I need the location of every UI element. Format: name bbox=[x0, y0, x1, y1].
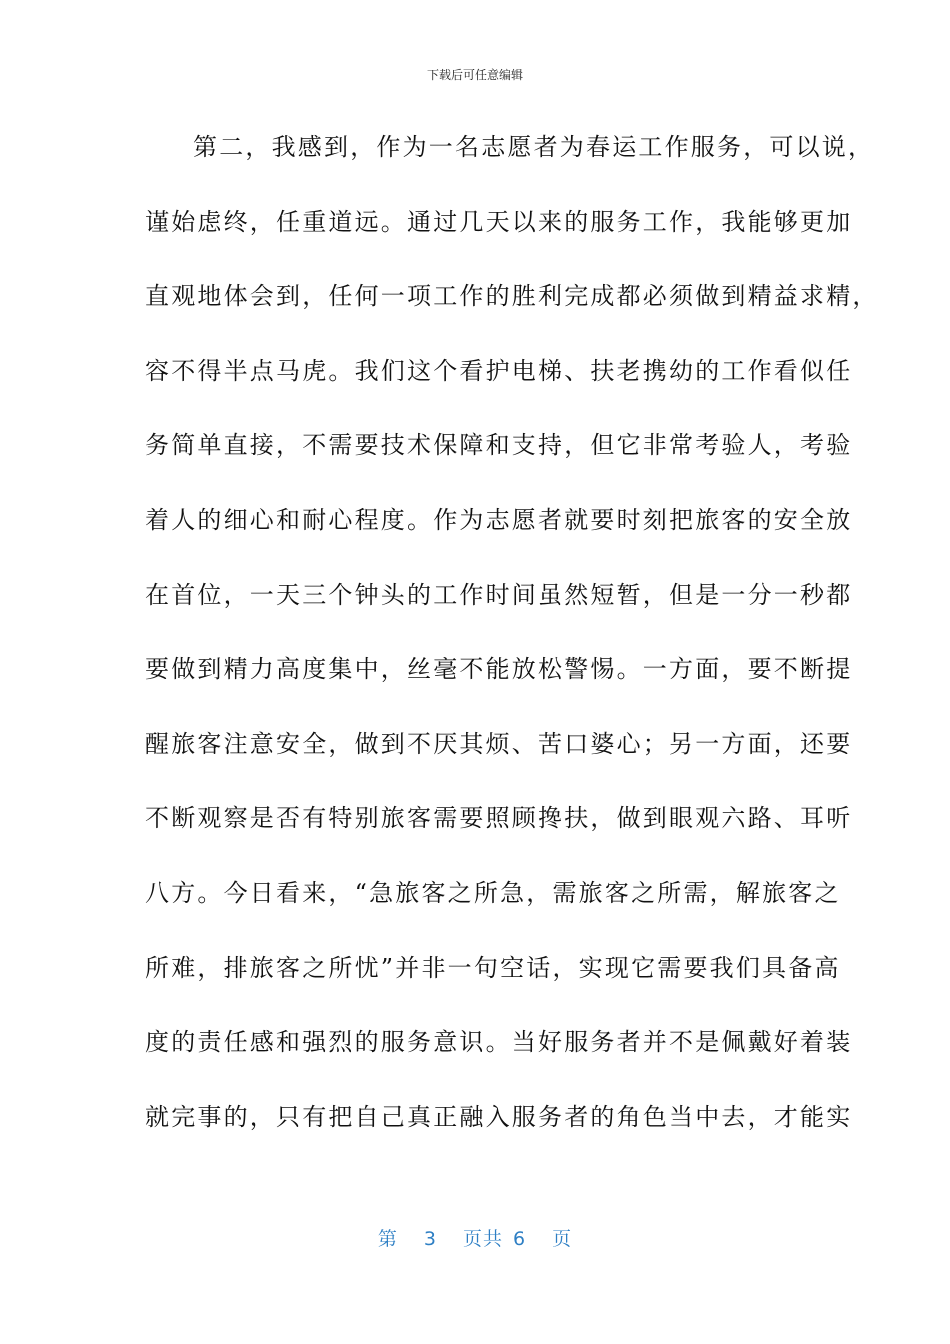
page-number-footer bbox=[0, 1224, 950, 1251]
paragraph-line-12: 所难，排旅客之所忧”并非一句空话，实现它需要我们具备高 bbox=[145, 953, 841, 982]
paragraph-line-9: 醒旅客注意安全，做到不厌其烦、苦口婆心；另一方面，还要 bbox=[145, 729, 853, 758]
paragraph-line-5: 务简单直接，不需要技术保障和支持，但它非常考验人，考验 bbox=[145, 431, 853, 460]
paragraph-line-13: 度的责任感和强烈的服务意识。当好服务者并不是佩戴好着装 bbox=[145, 1028, 853, 1057]
paragraph-line-14: 就完事的，只有把自己真正融入服务者的角色当中去，才能实 bbox=[145, 1102, 853, 1131]
paragraph-line-4: 容不得半点马虎。我们这个看护电梯、扶老携幼的工作看似任 bbox=[145, 356, 853, 385]
paragraph-line-8: 要做到精力高度集中，丝毫不能放松警惕。一方面，要不断提 bbox=[145, 655, 853, 684]
paragraph-line-1: 第二，我感到，作为一名志愿者为春运工作服务，可以说， bbox=[193, 133, 875, 161]
paragraph-line-6: 着人的细心和耐心程度。作为志愿者就要时刻把旅客的安全放 bbox=[145, 505, 853, 534]
document-body bbox=[145, 128, 879, 1172]
header-note: 下载后可任意编辑 bbox=[426, 68, 523, 82]
paragraph-line-2: 谨始虑终，任重道远。通过几天以来的服务工作，我能够更加 bbox=[145, 207, 853, 236]
current-page-number: 3 bbox=[423, 1228, 437, 1250]
paragraph-line-7: 在首位，一天三个钟头的工作时间虽然短暂，但是一分一秒都 bbox=[145, 580, 853, 609]
page-mid: 页共 bbox=[462, 1228, 503, 1250]
page-prefix: 第 bbox=[377, 1228, 398, 1250]
paragraph-line-11: 八方。今日看来，“急旅客之所急，需旅客之所需，解旅客之 bbox=[145, 878, 841, 907]
total-pages-number: 6 bbox=[513, 1228, 527, 1250]
paragraph-line-10: 不断观察是否有特别旅客需要照顾搀扶，做到眼观六路、耳听 bbox=[145, 804, 853, 833]
paragraph-line-3: 直观地体会到，任何一项工作的胜利完成都必须做到精益求精， bbox=[145, 282, 879, 311]
page-suffix: 页 bbox=[552, 1228, 573, 1250]
